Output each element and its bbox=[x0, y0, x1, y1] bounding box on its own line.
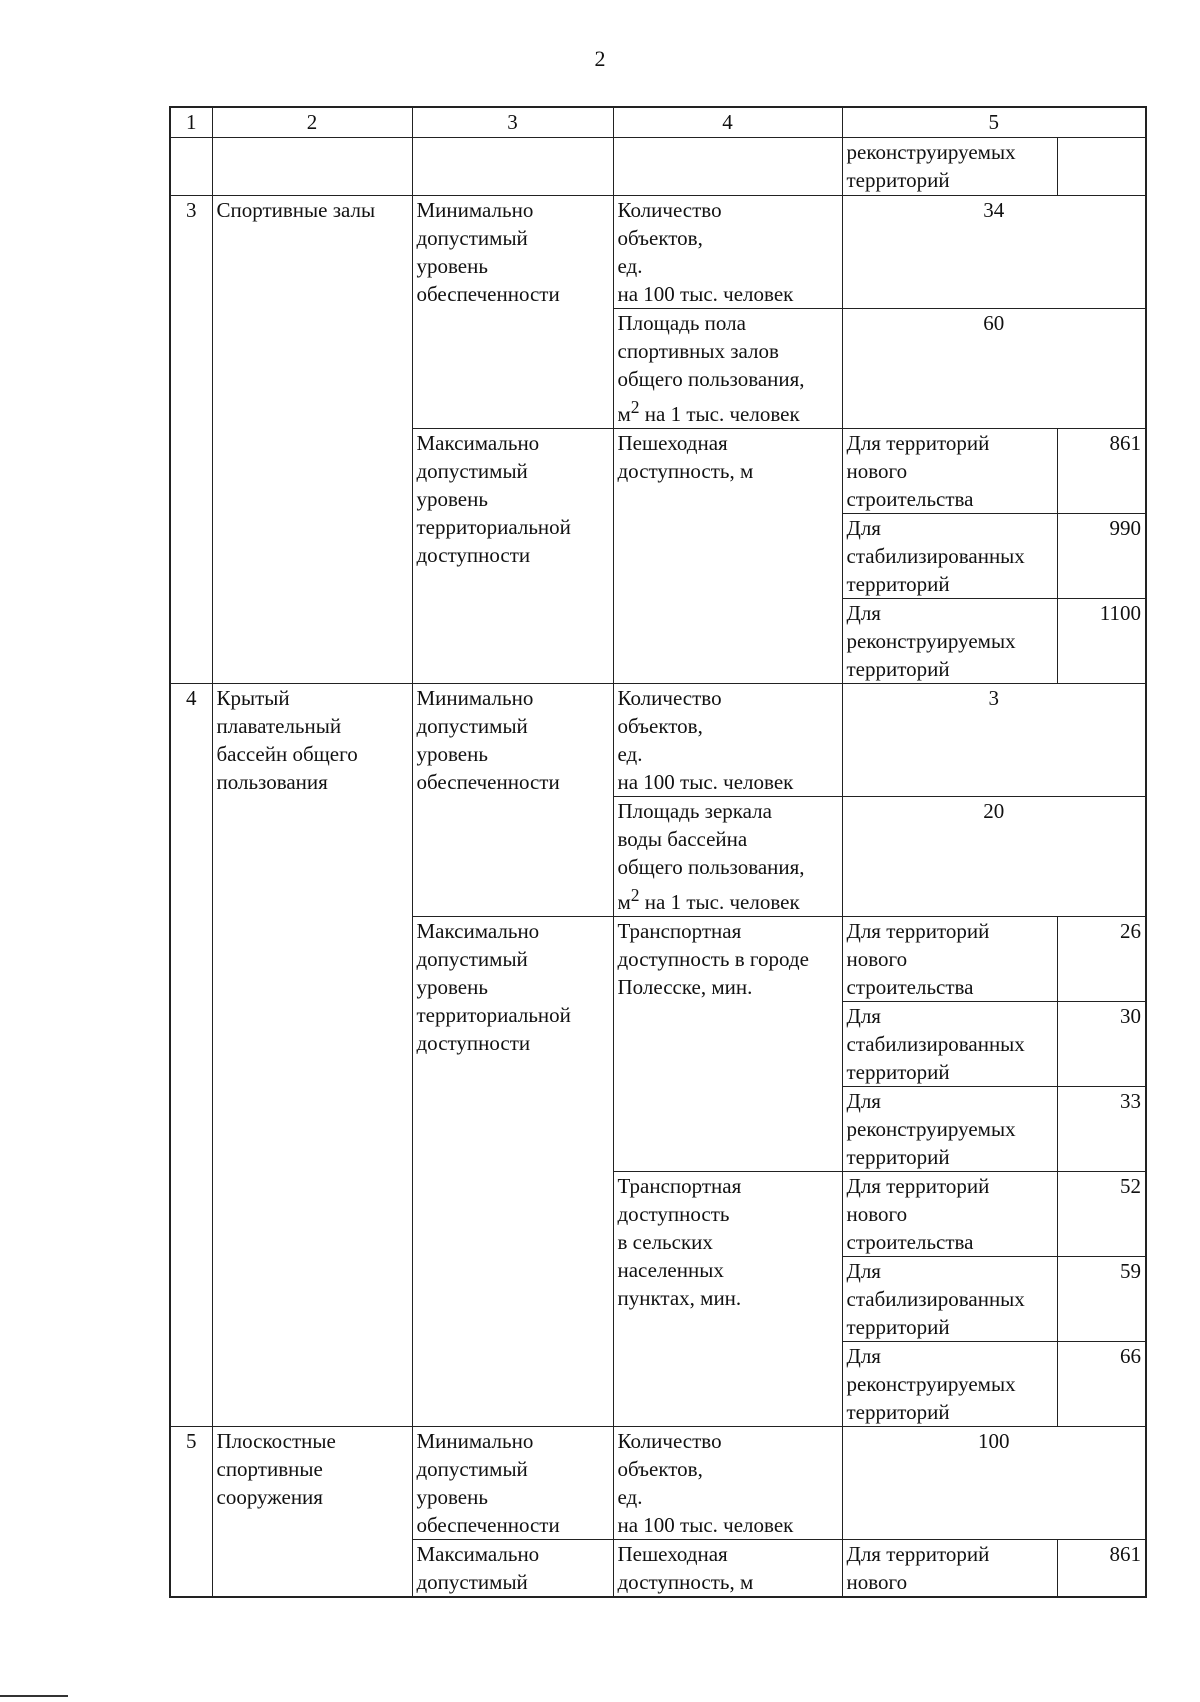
table-row bbox=[170, 195, 1146, 308]
table-row bbox=[170, 137, 1146, 195]
territory-type-cell: реконструируемых территорий bbox=[842, 137, 1057, 195]
header-col-4: 4 bbox=[613, 107, 842, 137]
indicator-text: Площадь зеркала воды бассейна общего пользования, м bbox=[617, 798, 805, 914]
value-cell: 30 bbox=[1057, 1001, 1146, 1086]
indicator-cell: Количество объектов, ед. на 100 тыс. человек bbox=[613, 195, 842, 308]
indicator-cell: Пешеходная доступность, м bbox=[613, 1539, 842, 1597]
value-cell: 34 bbox=[842, 195, 1146, 308]
header-row bbox=[170, 107, 1146, 137]
row-number-cell: 5 bbox=[170, 1426, 212, 1597]
territory-type-cell: Для территорий нового строительства bbox=[842, 1171, 1057, 1256]
value-cell: 66 bbox=[1057, 1341, 1146, 1426]
page-number: 2 bbox=[594, 46, 606, 71]
unit-superscript: 2 bbox=[630, 884, 640, 905]
level-type-cell: Максимально допустимый уровень территориальной доступности bbox=[412, 428, 613, 683]
level-type-cell: Минимально допустимый уровень обеспеченности bbox=[412, 683, 613, 916]
indicator-text-tail: на 1 тыс. человек bbox=[639, 889, 800, 914]
level-type-cell: Минимально допустимый уровень обеспеченности bbox=[412, 195, 613, 428]
value-cell: 20 bbox=[842, 796, 1146, 916]
value-cell bbox=[1057, 137, 1146, 195]
header-col-2: 2 bbox=[212, 107, 412, 137]
level-type-cell: Минимально допустимый уровень обеспеченности bbox=[412, 1426, 613, 1539]
row-number-cell: 4 bbox=[170, 683, 212, 1426]
table-row bbox=[170, 1426, 1146, 1539]
value-cell: 990 bbox=[1057, 513, 1146, 598]
territory-type-cell: Для стабилизированных территорий bbox=[842, 1256, 1057, 1341]
header-col-3: 3 bbox=[412, 107, 613, 137]
value-cell: 861 bbox=[1057, 428, 1146, 513]
value-cell: 52 bbox=[1057, 1171, 1146, 1256]
territory-type-cell: Для территорий нового bbox=[842, 1539, 1057, 1597]
territory-type-cell: Для реконструируемых территорий bbox=[842, 1341, 1057, 1426]
value-cell: 33 bbox=[1057, 1086, 1146, 1171]
value-cell: 1100 bbox=[1057, 598, 1146, 683]
footer-line bbox=[0, 1695, 84, 1697]
facility-name-cell: Плоскостные спортивные сооружения bbox=[212, 1426, 412, 1597]
value-cell: 60 bbox=[842, 308, 1146, 428]
row-number-cell: 3 bbox=[170, 195, 212, 683]
value-cell: 26 bbox=[1057, 916, 1146, 1001]
indicator-cell: Транспортная доступность в городе Полесске, мин. bbox=[613, 916, 842, 1171]
indicator-text: Площадь пола спортивных залов общего пользования, м bbox=[617, 310, 805, 426]
facility-name-cell: Спортивные залы bbox=[212, 195, 412, 683]
value-cell: 861 bbox=[1057, 1539, 1146, 1597]
territory-type-cell: Для стабилизированных территорий bbox=[842, 1001, 1057, 1086]
level-type-cell: Максимально допустимый уровень территориальной доступности bbox=[412, 916, 613, 1426]
header-col-1: 1 bbox=[170, 107, 212, 137]
level-type-cell: Максимально допустимый bbox=[412, 1539, 613, 1597]
indicator-cell: Количество объектов, ед. на 100 тыс. человек bbox=[613, 683, 842, 796]
indicator-cell bbox=[613, 796, 842, 916]
territory-type-cell: Для реконструируемых территорий bbox=[842, 598, 1057, 683]
territory-type-cell: Для стабилизированных территорий bbox=[842, 513, 1057, 598]
territory-type-cell: Для территорий нового строительства bbox=[842, 428, 1057, 513]
table-cell bbox=[412, 137, 613, 195]
value-cell: 100 bbox=[842, 1426, 1146, 1539]
indicator-cell: Транспортная доступность в сельских населенных пунктах, мин. bbox=[613, 1171, 842, 1426]
header-col-5: 5 bbox=[842, 107, 1146, 137]
table-row bbox=[170, 683, 1146, 796]
value-cell: 3 bbox=[842, 683, 1146, 796]
indicator-text-tail: на 1 тыс. человек bbox=[639, 401, 800, 426]
value-cell: 59 bbox=[1057, 1256, 1146, 1341]
territory-type-cell: Для территорий нового строительства bbox=[842, 916, 1057, 1001]
indicator-cell bbox=[613, 308, 842, 428]
table-cell bbox=[613, 137, 842, 195]
indicator-cell: Количество объектов, ед. на 100 тыс. человек bbox=[613, 1426, 842, 1539]
facility-name-cell: Крытый плавательный бассейн общего пользования bbox=[212, 683, 412, 1426]
territory-type-cell: Для реконструируемых территорий bbox=[842, 1086, 1057, 1171]
indicator-cell: Пешеходная доступность, м bbox=[613, 428, 842, 683]
table-cell bbox=[212, 137, 412, 195]
norms-table bbox=[169, 106, 1147, 1598]
table-cell bbox=[170, 137, 212, 195]
unit-superscript: 2 bbox=[630, 396, 640, 417]
